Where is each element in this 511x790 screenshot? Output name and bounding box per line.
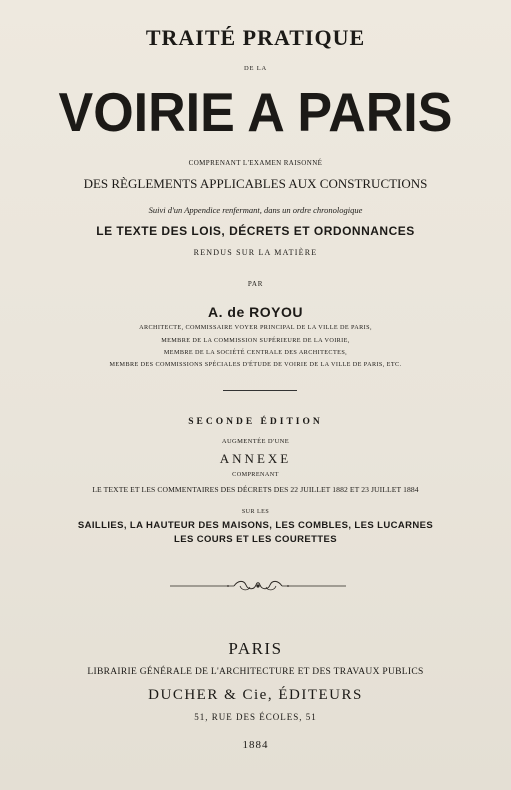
edition-on: SUR LES <box>241 509 270 515</box>
imprint-publisher: DUCHER & Cie, ÉDITEURS <box>148 687 363 703</box>
subtitle-line-4: LE TEXTE DES LOIS, DÉCRETS ET ORDONNANCES <box>96 224 415 238</box>
imprint-city: PARIS <box>228 639 283 658</box>
edition-augmented: AUGMENTÉE D'UNE <box>221 438 290 445</box>
title-line-1: TRAITÉ PRATIQUE <box>145 25 366 50</box>
imprint-year: 1884 <box>242 739 269 751</box>
ornament-flourish <box>168 576 348 596</box>
edition-topics-2: LES COURS ET LES COURETTES <box>174 534 337 545</box>
edition-topics-1: SAILLIES, LA HAUTEUR DES MAISONS, LES COMBLES, LES LUCARNES <box>77 520 434 531</box>
edition-texts: LE TEXTE ET LES COMMENTAIRES DES DÉCRETS DES 22 JUILLET 1882 ET 23 JUILLET 1884 <box>92 485 419 494</box>
edition-label: SECONDE ÉDITION <box>188 417 323 427</box>
subtitle-line-5: RENDUS SUR LA MATIÈRE <box>193 248 318 257</box>
author-name: A. de ROYOU <box>208 304 303 320</box>
author-by: PAR <box>247 280 264 288</box>
author-credential-1: ARCHITECTE, COMMISSAIRE VOYER PRINCIPAL DE LA VILLE DE PARIS, <box>139 324 372 331</box>
author-credential-3: MEMBRE DE LA SOCIÉTÉ CENTRALE DES ARCHITECTES, <box>163 349 348 356</box>
imprint-address: 51, RUE DES ÉCOLES, 51 <box>194 712 317 722</box>
subtitle-line-2: DES RÈGLEMENTS APPLICABLES AUX CONSTRUCTIONS <box>83 176 428 191</box>
imprint-library: LIBRAIRIE GÉNÉRALE DE L'ARCHITECTURE ET DES TRAVAUX PUBLICS <box>87 667 424 677</box>
author-credential-4: MEMBRE DES COMMISSIONS SPÉCIALES D'ÉTUDE DE VOIRIE DE LA VILLE DE PARIS, ETC. <box>109 361 402 368</box>
divider-rule <box>223 390 297 391</box>
author-credential-2: MEMBRE DE LA COMMISSION SUPÉRIEURE DE LA VOIRIE, <box>161 337 350 344</box>
main-title: VOIRIE A PARIS <box>58 82 453 144</box>
title-line-2: DE LA <box>244 65 267 72</box>
subtitle-line-1: COMPRENANT L'EXAMEN RAISONNÉ <box>188 159 323 167</box>
subtitle-line-3: Suivi d'un Appendice renfermant, dans un ordre chronologique <box>148 205 363 215</box>
edition-comprising: COMPRENANT <box>232 471 279 478</box>
edition-annexe: ANNEXE <box>219 451 292 466</box>
